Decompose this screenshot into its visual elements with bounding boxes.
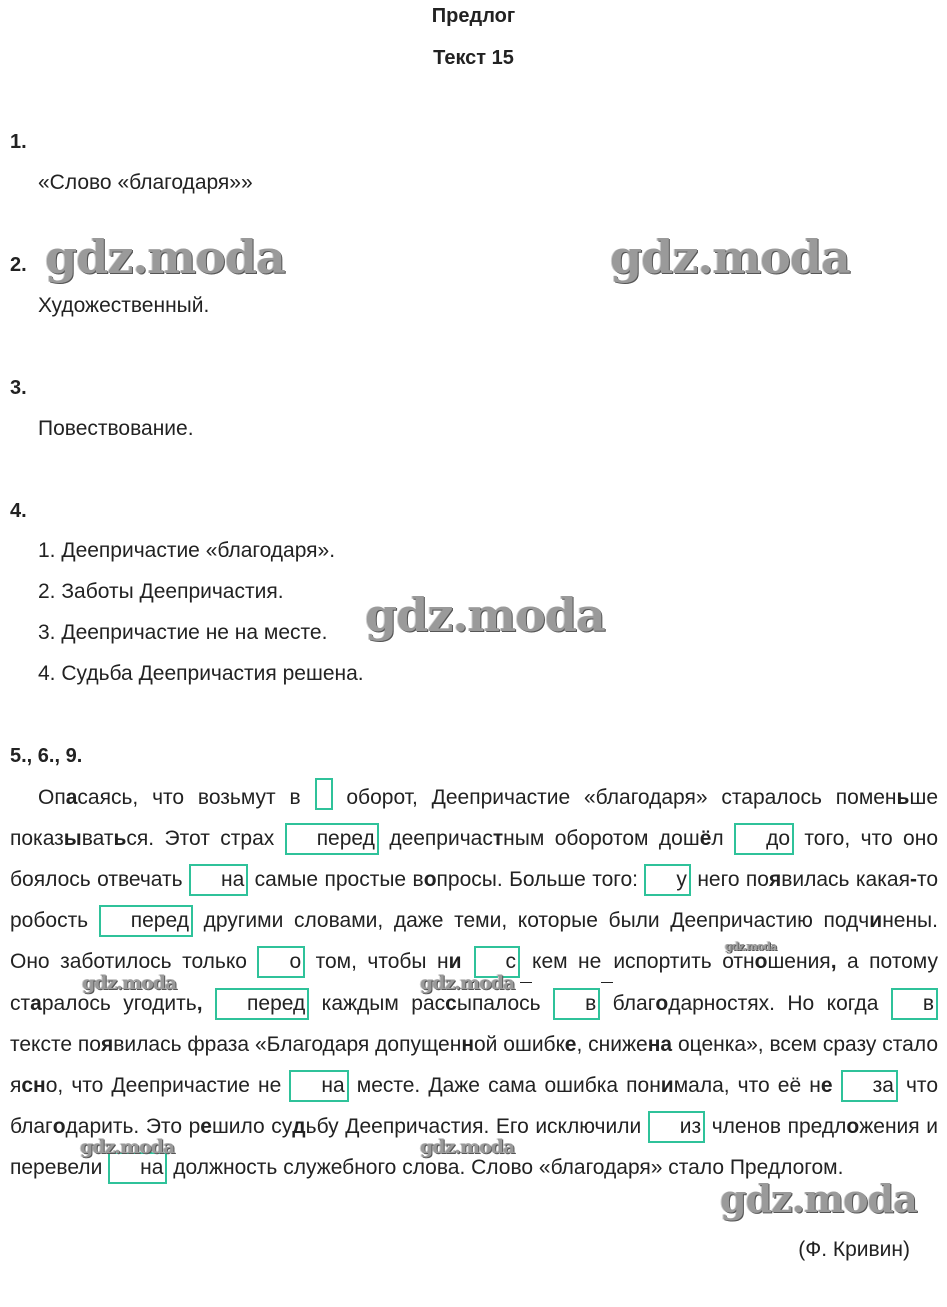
watermark-logo: gdz.moda: [420, 1136, 515, 1158]
page-subtitle: Текст 15: [433, 47, 514, 69]
watermark-logo: gdz.moda: [80, 1136, 175, 1158]
watermark-logo: gdz.moda: [45, 230, 285, 284]
task-number-1: 1.: [10, 131, 27, 153]
text-plan-list: [38, 530, 364, 694]
highlighted-preposition: из: [648, 1111, 705, 1143]
highlighted-preposition: в: [553, 988, 600, 1020]
plan-item: 4. Судьба Деепричастия решена.: [38, 662, 364, 685]
highlight-empty: [315, 778, 333, 810]
highlighted-preposition: с: [474, 946, 521, 978]
highlighted-preposition: о: [257, 946, 305, 978]
highlighted-preposition: на: [108, 1152, 167, 1184]
highlighted-preposition: на: [289, 1070, 348, 1102]
highlighted-preposition: перед: [99, 905, 193, 937]
plan-item: 1. Деепричастие «благодаря».: [38, 539, 336, 562]
highlighted-preposition: за: [841, 1070, 898, 1102]
task-answer-2: Художественный.: [38, 294, 210, 317]
page-title: Предлог: [431, 5, 516, 27]
highlighted-preposition: в: [891, 988, 938, 1020]
annotated-text: Опасаясь, что возьмут в оборот, Деепричастие «благодаря» старалось поменьше показываться. Этот страх перед деепричастным оборотом дошёл до того, что оно боялось отвечать на самые простые вопросы. Больше того: у него появилась какая-то робость перед другими словами, даже теми, которые были Деепричастию подчинены. Оно заботилось только о том, чтобы ни с кем не испортить отношения, а потому старалось угодить, перед каждым рассыпалось в благодарностях. Но когда в тексте появилась фраза «Благодаря допущенной ошибке, снижена оценка», всем сразу стало ясно, что Деепричастие не на месте. Даже сама ошибка понимала, что её не за что благодарить. Это решило судьбу Деепричастия. Его исключили из членов предложения и перевели на должность служебного слова. Слово «благодаря» стало Предлогом.: [10, 777, 938, 1188]
plan-item: 2. Заботы Деепричастия.: [38, 580, 284, 603]
blank-gap: [520, 941, 532, 983]
watermark-logo: gdz.moda: [82, 972, 177, 994]
watermark-logo: gdz.moda: [725, 940, 777, 953]
task-number-5-6-9: 5., 6., 9.: [10, 745, 83, 767]
task-number-2: 2.: [10, 254, 27, 276]
author-signature: (Ф. Кривин): [798, 1238, 910, 1261]
task-number-3: 3.: [10, 377, 27, 399]
highlighted-preposition: перед: [285, 823, 379, 855]
highlighted-preposition: до: [734, 823, 794, 855]
highlighted-preposition: перед: [215, 988, 309, 1020]
watermark-logo: gdz.moda: [420, 972, 515, 994]
task-answer-1: «Слово «благодаря»»: [38, 171, 253, 194]
watermark-logo: gdz.moda: [365, 588, 605, 642]
highlighted-preposition: на: [189, 864, 248, 896]
task-answer-3: Повествование.: [38, 417, 194, 440]
plan-item: 3. Деепричастие не на месте.: [38, 621, 328, 644]
task-number-4: 4.: [10, 500, 27, 522]
blank-gap: [601, 941, 613, 983]
watermark-logo: gdz.moda: [610, 230, 850, 284]
highlighted-preposition: у: [644, 864, 691, 896]
watermark-logo: gdz.moda: [720, 1176, 917, 1221]
